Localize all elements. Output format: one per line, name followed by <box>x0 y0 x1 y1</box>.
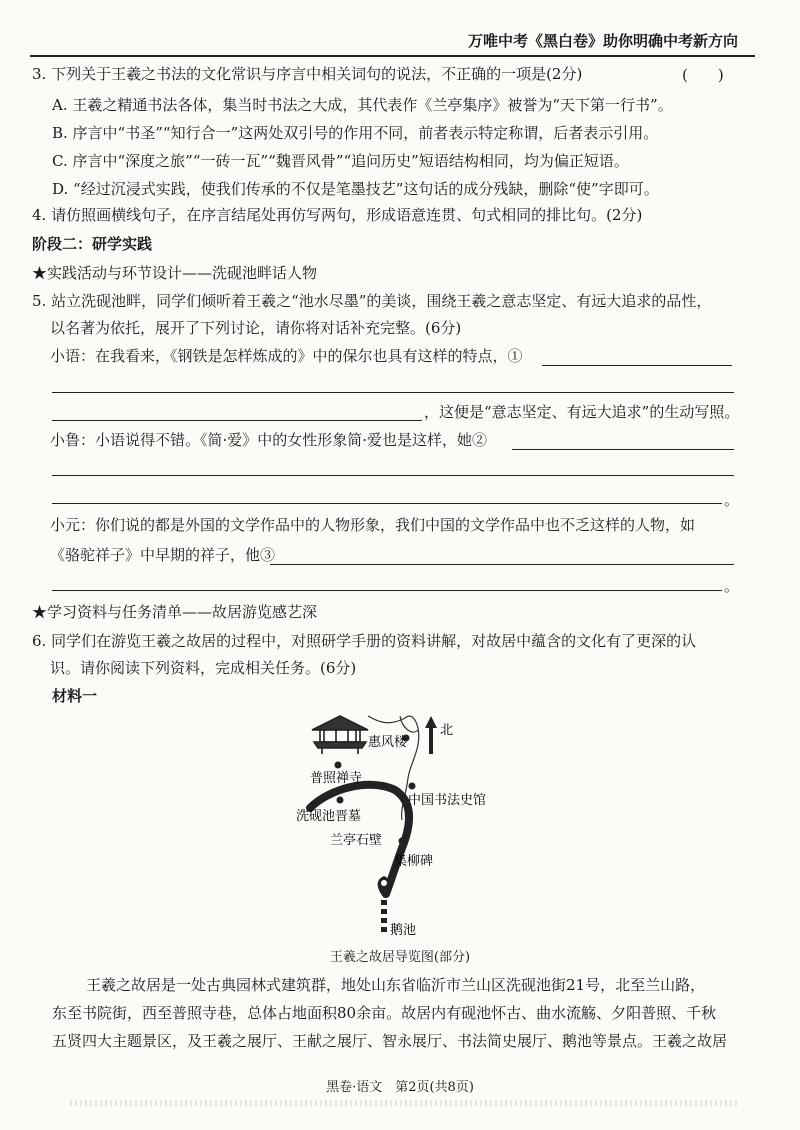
q3-stem: 3. 下列关于王羲之书法的文化常识与序言中相关词句的说法，不正确的一项是(2分) <box>32 65 583 83</box>
material-label: 材料一 <box>52 687 98 705</box>
q6-stem-line2: 识。请你阅读下列资料，完成相关任务。(6分) <box>50 659 357 677</box>
q3-option-a: A. 王羲之精通书法各体，集当时书法之大成，其代表作《兰亭集序》被誉为“天下第一行书”。 <box>52 96 673 114</box>
map-label-huifenglou: 惠风楼 <box>368 735 408 750</box>
passage-line-1: 王羲之故居是一处古典园林式建筑群，地处山东省临沂市兰山区洗砚池街21号，北至兰山路， <box>86 976 706 994</box>
answer-blank-1b[interactable] <box>52 392 734 393</box>
pavilion-icon <box>312 716 368 754</box>
map-caption: 王羲之故居导览图(部分) <box>329 950 471 965</box>
map-dot-liubei <box>399 838 406 845</box>
guide-map <box>290 708 520 940</box>
map-label-north: 北 <box>440 723 454 738</box>
map-label-lanting: 兰亭石壁 <box>330 833 383 848</box>
answer-blank-2[interactable] <box>512 449 734 450</box>
map-dot-museum <box>409 783 416 790</box>
answer-blank-3b[interactable] <box>52 590 722 591</box>
q5-xiaoyu-end: ，这便是“意志坚定、有远大追求”的生动写照。 <box>424 403 740 421</box>
activity-heading-1: ★实践活动与环节设计——洗砚池畔话人物 <box>32 264 318 282</box>
map-label-tomb: 洗砚池晋墓 <box>296 809 362 824</box>
q6-stem-line1: 6. 同学们在游览王羲之故居的过程中，对照研学手册的资料讲解，对故居中蕴含的文化有了更深的认 <box>32 632 697 650</box>
passage-line-3: 五贤四大主题景区，及王羲之展厅、王献之展厅、智永展厅、书法简史展厅、鹅池等景点。王羲之故居 <box>52 1032 728 1050</box>
map-label-echi: 鹅池 <box>390 923 417 938</box>
answer-blank-2c[interactable] <box>52 503 722 504</box>
answer-blank-3[interactable] <box>270 564 734 565</box>
q3-option-d: D. “经过沉浸式实践，使我们传承的不仅是笔墨技艺”这句话的成分残缺，删除“使”字即可。 <box>52 180 659 198</box>
q3-option-b: B. 序言中“书圣”“知行合一”这两处双引号的作用不同，前者表示特定称谓，后者表示引用。 <box>52 124 659 142</box>
scan-artifact <box>70 1100 740 1106</box>
map-dot-tomb <box>337 797 344 804</box>
header-rule <box>30 55 755 57</box>
q5-stem-line2: 以名著为依托，展开了下列讨论，请你将对话补充完整。(6分) <box>50 319 462 337</box>
stage-heading: 阶段二：研学实践 <box>32 235 153 253</box>
q3-option-c: C. 序言中“深度之旅”“一砖一瓦”“魏晋风骨”“追问历史”短语结构相同，均为偏正短语。 <box>52 152 629 170</box>
q5-period-2: 。 <box>724 577 740 595</box>
map-label-museum: 中国书法史馆 <box>408 793 487 808</box>
q3-answer-paren: ( ) <box>682 66 724 84</box>
q5-stem-line1: 5. 站立洗砚池畔，同学们倾听着王羲之“池水尽墨”的美谈，围绕王羲之意志坚定、有远大追求的品性， <box>32 292 712 310</box>
q4-stem: 4. 请仿照画横线句子，在序言结尾处再仿写两句，形成语意连贯、句式相同的排比句。(2分) <box>32 206 643 224</box>
map-label-liubei: 集柳碑 <box>394 854 434 869</box>
answer-blank-1[interactable] <box>542 365 732 366</box>
answer-blank-2b[interactable] <box>52 475 734 476</box>
q5-xiaoyuan-text-2: 《骆驼祥子》中早期的祥子，他③ <box>50 546 276 564</box>
q5-xiaolu-text: 小鲁：小语说得不错。《简·爱》中的女性形象简·爱也是这样，她② <box>50 431 488 449</box>
q5-xiaoyuan-text: 小元：你们说的都是外国的文学作品中的人物形象，我们中国的文学作品中也不乏这样的人物，如 <box>50 516 696 534</box>
map-label-puzhao: 普照禅寺 <box>310 771 363 786</box>
passage-line-2: 东至书院街，西至普照寺巷，总体占地面积80余亩。故居内有砚池怀古、曲水流觞、夕阳普照、千秋 <box>52 1004 717 1022</box>
map-dot-puzhao <box>335 762 342 769</box>
answer-blank-1c[interactable] <box>52 420 422 421</box>
page-header: 万唯中考《黑白卷》助你明确中考新方向 <box>467 32 738 50</box>
north-arrow-icon <box>425 716 437 754</box>
q5-xiaoyu-text: 小语：在我看来，《钢铁是怎样炼成的》中的保尔也具有这样的特点，① <box>50 347 523 365</box>
q5-period-1: 。 <box>724 491 740 509</box>
activity-heading-2: ★学习资料与任务清单——故居游览感艺深 <box>32 603 318 621</box>
page-footer: 黑卷·语文 第2页(共8页) <box>326 1080 474 1095</box>
